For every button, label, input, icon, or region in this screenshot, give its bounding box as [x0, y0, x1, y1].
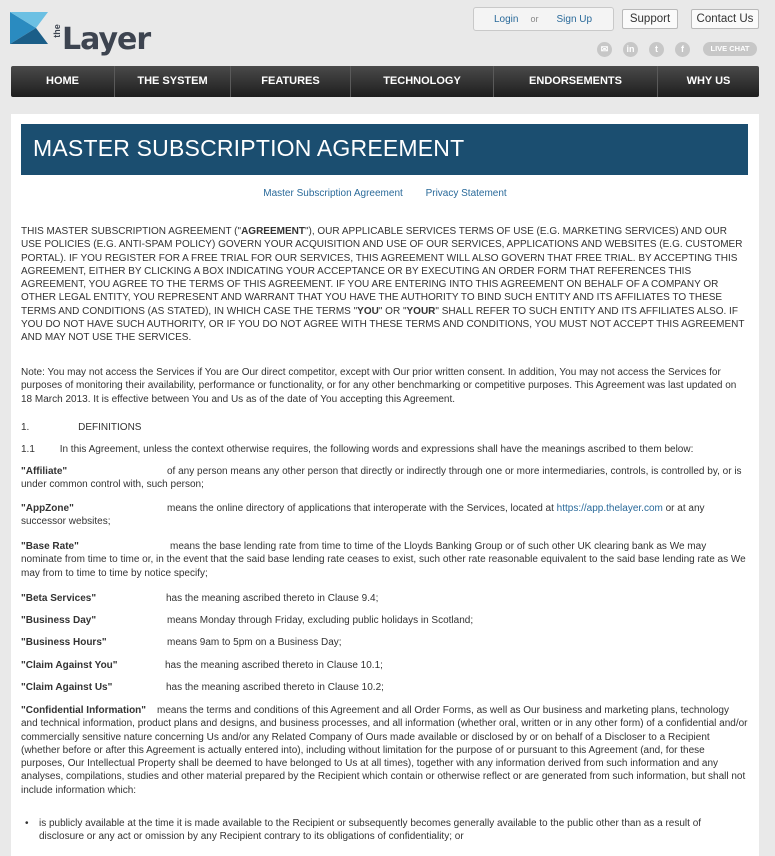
sublink-privacy-statement[interactable]: Privacy Statement — [425, 188, 507, 199]
definition-text: or at any successor websites; — [21, 503, 705, 528]
nav-technology[interactable]: TECHNOLOGY — [351, 66, 494, 97]
auth-box — [473, 7, 614, 31]
definition-text: means 9am to 5pm on a Business Day; — [167, 637, 342, 648]
section-number: 1. — [21, 422, 30, 433]
logo-wordmark: Layer — [62, 22, 151, 57]
definition-item — [21, 614, 748, 627]
subsection-intro — [21, 443, 748, 456]
note-paragraph: Note: You may not access the Services if You are Our direct competitor, except with Our prior written consent. In addition, You may not access the Services for purposes of monitoring their availability, performance or functionality, or for any other benchmarking or competitive purposes. This Agreement was last updated on 18 March 2013. It is effective between You and Us as of the date of You accepting this Agreement. — [21, 367, 737, 405]
definition-item — [21, 636, 748, 649]
content-panel — [11, 114, 759, 856]
definition-item — [21, 592, 748, 605]
subsection-text: In this Agreement, unless the context otherwise requires, the following words and expressions shall have the meanings ascribed to them below: — [59, 444, 694, 455]
definition-term: "Claim Against Us" — [21, 682, 113, 693]
title-banner — [21, 124, 748, 175]
login-link[interactable]: Login — [494, 13, 519, 25]
contact-us-button[interactable]: Contact Us — [691, 9, 759, 29]
main-nav — [11, 66, 759, 97]
definition-term: "Base Rate" — [21, 541, 79, 552]
definition-term: "Beta Services" — [21, 593, 97, 604]
section-title: DEFINITIONS — [78, 422, 142, 433]
intro-text: " SHALL REFER TO SUCH ENTITY AND ITS AFFILIATES ALSO. IF YOU DO NOT HAVE SUCH AUTHORITY, OR IF YOU DO NOT AGREE WITH THESE TERMS AND CONDITIONS, YOU MUST NOT ACCEPT THIS AGREEMENT AND MAY NOT USE THE SERVICES. — [21, 305, 745, 344]
intro-text: " OR " — [378, 305, 407, 317]
nav-the-system[interactable]: THE SYSTEM — [115, 66, 231, 97]
nav-why-us[interactable]: WHY US — [686, 75, 731, 87]
section-heading — [21, 421, 748, 434]
definition-text: has the meaning ascribed thereto in Clause 10.2; — [166, 682, 384, 693]
page-title: MASTER SUBSCRIPTION AGREEMENT — [33, 135, 465, 161]
intro-text: THIS MASTER SUBSCRIPTION AGREEMENT (" — [21, 226, 242, 237]
appzone-link[interactable]: https://app.thelayer.com — [556, 503, 663, 514]
intro-bold: YOU — [357, 305, 379, 317]
definition-text: means the online directory of applications that interoperate with the Services, located at — [167, 503, 557, 514]
twitter-icon[interactable]: t — [649, 42, 664, 57]
definition-item — [21, 704, 748, 797]
list-item: • is publicly available at the time it is made available to the Recipient or subsequently becomes generally available to the public other than as a result of disclosure or any act or omission by any Recipient contrary to its obligations of confidentiality; or — [21, 817, 748, 844]
intro-bold: AGREEMENT — [241, 226, 305, 237]
definition-item — [21, 502, 748, 529]
intro-paragraph — [21, 225, 748, 345]
logo[interactable] — [10, 12, 151, 57]
nav-endorsements[interactable]: ENDORSEMENTS — [494, 66, 658, 97]
facebook-icon[interactable]: f — [675, 42, 690, 57]
live-chat-button[interactable]: LIVE CHAT — [703, 42, 757, 56]
definition-term: "Business Day" — [21, 615, 97, 626]
definition-text: has the meaning ascribed thereto in Clause 10.1; — [165, 660, 383, 671]
email-icon[interactable]: ✉ — [597, 42, 612, 57]
intro-text: "), OUR APPLICABLE SERVICES TERMS OF USE (E.G. MARKETING SERVICES) AND OUR USE POLICIES (E.G. ANTI-SPAM POLICY) GOVERN YOUR ACQUISITION AND USE OF OUR SERVICES, APPLICATIONS AND WEBSITES (E.G. CUSTOMER PORTAL). IF YOU REGISTER FOR A FREE TRIAL FOR OUR SERVICES, THIS AGREEMENT WILL ALSO GOVERN THAT FREE TRIAL. BY ACCEPTING THIS AGREEMENT, EITHER BY CLICKING A BOX INDICATING YOUR ACCEPTANCE OR BY EXECUTING AN ORDER FORM THAT REFERENCES THIS AGREEMENT, YOU AGREE TO THE TERMS OF THIS AGREEMENT. IF YOU ARE ENTERING INTO THIS AGREEMENT ON BEHALF OF A COMPANY OR OTHER LEGAL ENTITY, YOU REPRESENT AND WARRANT THAT YOU HAVE THE AUTHORITY TO BIND SUCH ENTITY AND ITS AFFILIATES TO THESE TERMS AND CONDITIONS (AS STATED), IN WHICH CASE THE TERMS " — [21, 226, 743, 317]
definition-item — [21, 659, 748, 672]
definition-text: means Monday through Friday, excluding public holidays in Scotland; — [167, 615, 474, 626]
definition-text: means the base lending rate from time to time of the Lloyds Banking Group or of such other UK clearing bank as We may nominate from time to time or, in the event that the said base lending rate ceases to exist, such other rate reasonable equivalent to the said base lending rate as We may from to time to time by notice specify; — [21, 541, 746, 579]
definition-term: "Business Hours" — [21, 637, 107, 648]
subsection-number: 1.1 — [21, 444, 35, 455]
support-button[interactable]: Support — [622, 9, 678, 29]
definition-item — [21, 681, 748, 694]
definition-term: "Claim Against You" — [21, 660, 118, 671]
definition-text: of any person means any other person that directly or indirectly through one or more intermediaries, controls, is controlled by, or is under common control with, such person; — [21, 466, 742, 491]
nav-home[interactable]: HOME — [11, 66, 115, 97]
or-label: or — [530, 14, 539, 24]
definition-term: "AppZone" — [21, 503, 74, 514]
nav-features[interactable]: FEATURES — [231, 66, 351, 97]
linkedin-icon[interactable]: in — [623, 42, 638, 57]
definition-text: means the terms and conditions of this Agreement and all Order Forms, as well as Our business and marketing plans, technology and technical information, product plans and designs, and business processes, and all information (whether oral, written or in any other form) of a confidential and/or commercially sensitive nature concerning Us and/or any Related Company of Ours made available or disclosed by or on behalf of a Discloser to a Recipient (whether before or after this Agreement is actually entered into), including without limitation for the purpose of or pursuant to this Agreement (and, for these purposes, Our Intellectual Property shall be deemed to have belonged to Us at all times), together with any information derived from such information and any analyses, compilations, studies and other material prepared by the Recipient which contain or otherwise reflect or are generated from such information, but shall not include information which: — [21, 705, 748, 796]
logo-the: the — [51, 24, 62, 38]
definition-text: has the meaning ascribed thereto in Clause 9.4; — [166, 593, 379, 604]
layer-logo-icon — [10, 12, 50, 46]
definition-term: "Affiliate" — [21, 466, 68, 477]
definition-term: "Confidential Information" — [21, 705, 147, 716]
intro-bold: YOUR — [406, 305, 436, 317]
signup-link[interactable]: Sign Up — [556, 13, 593, 25]
definition-item — [21, 465, 748, 492]
sublink-master-agreement[interactable]: Master Subscription Agreement — [263, 188, 403, 199]
sub-navigation — [11, 188, 759, 199]
definition-item — [21, 540, 748, 580]
